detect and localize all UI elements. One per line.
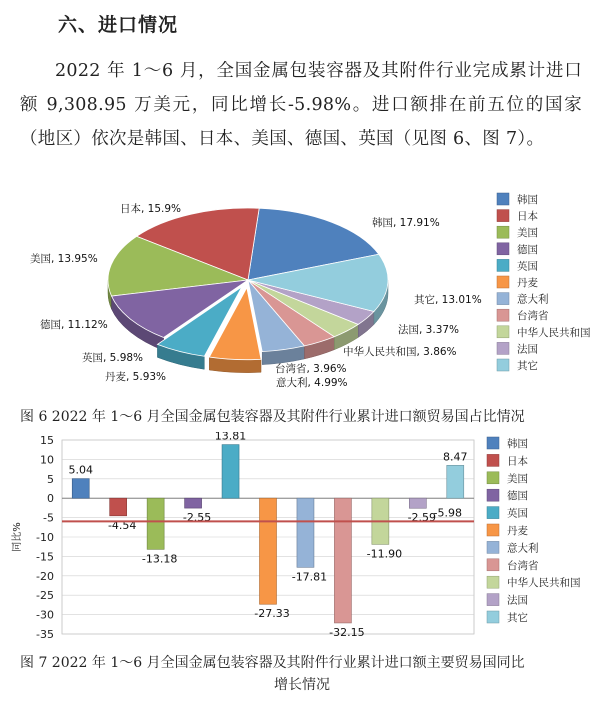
- pie-data-label: 中华人民共和国, 3.86%: [343, 346, 457, 358]
- y-tick-label: 5: [47, 472, 54, 486]
- y-tick-label: -25: [36, 589, 54, 603]
- legend-swatch: [497, 210, 509, 222]
- y-tick-label: -5: [43, 511, 54, 525]
- legend-swatch: [497, 276, 509, 288]
- y-tick-label: -10: [36, 531, 54, 544]
- legend-label: 中华人民共和国: [517, 326, 591, 339]
- y-tick-label: 10: [40, 453, 54, 467]
- legend-label: 美国: [517, 227, 538, 240]
- legend-swatch: [487, 507, 499, 519]
- legend-label: 意大利: [507, 542, 539, 555]
- legend-swatch: [487, 524, 499, 536]
- pie-data-label: 法国, 3.37%: [398, 324, 460, 336]
- y-axis-label: 同比%: [12, 522, 23, 552]
- body-paragraph: 2022 年 1～6 月，全国金属包装容器及其附件行业完成累计进口额 9,308.95 万美元，同比增长-5.98%。进口额排在前五位的国家（地区）依次是韩国、日本、美国、德国、英国（见图 6、图 7）。: [20, 61, 582, 149]
- pie-data-label: 英国, 5.98%: [82, 352, 144, 364]
- bar: [447, 465, 464, 498]
- bar: [222, 445, 239, 499]
- legend-label: 英国: [507, 507, 528, 520]
- legend-label: 法国: [507, 594, 528, 607]
- legend-label: 意大利: [517, 293, 549, 306]
- legend-label: 其它: [507, 612, 528, 624]
- bar-value-label: -2.59: [407, 511, 437, 525]
- legend-swatch: [487, 611, 499, 623]
- pie-data-label: 台湾省, 3.96%: [275, 363, 347, 375]
- figure-6-caption: 图 6 2022 年 1～6 月全国金属包装容器及其附件行业累计进口额贸易国占比情况: [20, 409, 525, 425]
- bar-value-label: -27.33: [254, 607, 290, 621]
- figure-7-caption: 图 7 2022 年 1～6 月全国金属包装容器及其附件行业累计进口额主要贸易国同比: [20, 655, 525, 671]
- pie-data-label: 日本, 15.9%: [120, 203, 182, 215]
- legend-swatch: [497, 226, 509, 238]
- y-tick-label: -35: [36, 628, 54, 641]
- bar-value-label: -11.90: [366, 547, 403, 561]
- bar-value-label: 13.81: [214, 432, 247, 443]
- y-tick-label: -20: [36, 569, 54, 583]
- bar-value-label: -2.55: [182, 511, 212, 525]
- bar-value-label: -32.15: [329, 625, 365, 639]
- legend-swatch: [487, 594, 499, 606]
- pie-data-label: 其它, 13.01%: [414, 294, 482, 306]
- bar: [260, 498, 277, 604]
- bar-value-label: -17.81: [291, 570, 328, 584]
- legend-swatch: [487, 576, 499, 588]
- legend-swatch: [497, 293, 509, 305]
- legend-label: 其它: [517, 360, 538, 372]
- bar-value-label: -4.54: [107, 518, 137, 532]
- legend-swatch: [487, 437, 499, 449]
- legend-label: 中华人民共和国: [507, 577, 581, 590]
- y-tick-label: 15: [40, 434, 54, 447]
- legend-label: 台湾省: [507, 559, 539, 572]
- y-tick-label: -15: [36, 550, 54, 564]
- figure-7-caption-continued: 增长情况: [274, 677, 330, 693]
- legend-swatch: [487, 541, 499, 553]
- bar-value-label: 8.47: [443, 450, 468, 464]
- legend-label: 德国: [517, 243, 538, 256]
- legend-swatch: [497, 326, 509, 338]
- reference-line-label: -5.98: [433, 506, 462, 520]
- section-title: 六、进口情况: [58, 14, 179, 36]
- legend-label: 日本: [507, 455, 528, 468]
- pie-data-label: 韩国, 17.91%: [372, 217, 440, 229]
- legend-swatch: [497, 309, 509, 321]
- y-tick-label: 0: [47, 492, 54, 506]
- pie-data-label: 丹麦, 5.93%: [105, 371, 167, 383]
- bar-value-label: 5.04: [68, 463, 93, 477]
- bar-chart-figure: [0, 432, 600, 650]
- pie-legend: [497, 193, 591, 372]
- legend-label: 丹麦: [517, 277, 538, 289]
- legend-label: 英国: [517, 260, 538, 273]
- bar: [334, 498, 351, 623]
- bar-legend: [487, 437, 581, 624]
- y-tick-label: -30: [36, 608, 54, 622]
- legend-swatch: [497, 359, 509, 371]
- legend-swatch: [487, 454, 499, 466]
- legend-swatch: [497, 342, 509, 354]
- pie-chart-figure: [0, 190, 600, 405]
- legend-swatch: [487, 472, 499, 484]
- legend-swatch: [487, 489, 499, 501]
- bar: [185, 498, 202, 508]
- legend-label: 丹麦: [507, 525, 528, 537]
- bar: [147, 498, 164, 549]
- legend-swatch: [497, 193, 509, 205]
- legend-label: 法国: [517, 343, 538, 356]
- bar: [72, 479, 89, 499]
- legend-label: 韩国: [507, 438, 528, 450]
- pie-data-label: 美国, 13.95%: [30, 253, 98, 265]
- y-tick-labels: [36, 434, 54, 641]
- bar: [297, 498, 314, 567]
- pie-data-label: 德国, 11.12%: [40, 319, 108, 331]
- legend-label: 美国: [507, 472, 528, 485]
- legend-swatch: [487, 559, 499, 571]
- bar: [409, 498, 426, 508]
- pie-data-label: 意大利, 4.99%: [276, 377, 348, 389]
- legend-label: 德国: [507, 490, 528, 503]
- legend-label: 日本: [517, 210, 538, 223]
- legend-swatch: [497, 259, 509, 271]
- bar-value-label: -13.18: [141, 552, 178, 566]
- legend-label: 韩国: [517, 194, 538, 206]
- legend-label: 台湾省: [517, 310, 549, 323]
- bar: [110, 498, 127, 516]
- legend-swatch: [497, 243, 509, 255]
